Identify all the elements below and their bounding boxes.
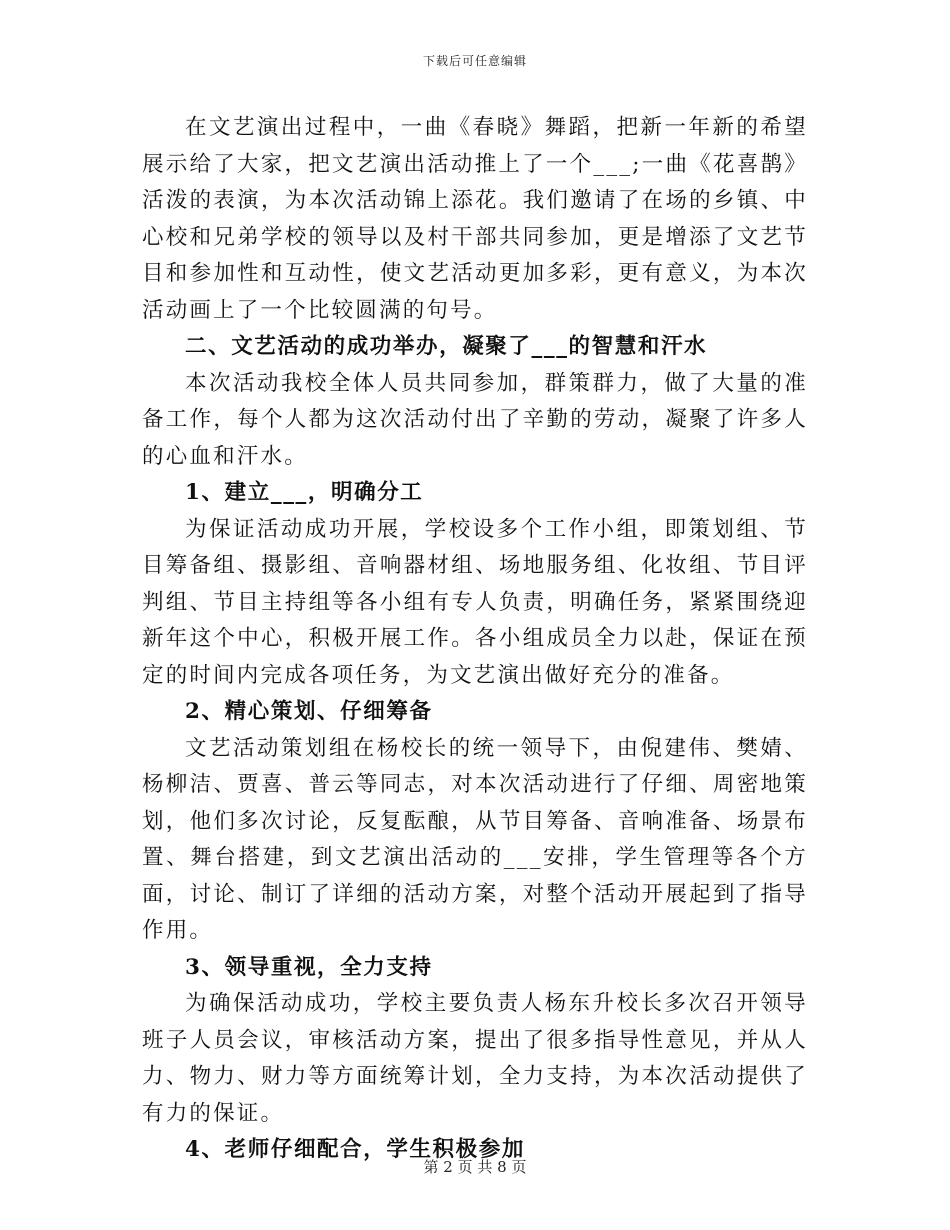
subheading-1: 1、建立___，明确分工 — [185, 480, 424, 505]
paragraph-performance: 在文艺演出过程中，一曲《春晓》舞蹈，把新一年新的希望展示给了大家，把文艺演出活动推上了一个___;一曲《花喜鹊》活泼的表演，为本次活动锦上添花。我们邀请了在场的乡镇、中心校和兄弟学校的领导以及村干部共同参加，更是增添了文艺节目和参加性和互动性，使文艺活动更加多彩，更有意义，为本次活动画上了一个比较圆满的句号。 — [142, 115, 808, 323]
subheading-4: 4、老师仔细配合，学生积极参加 — [185, 1137, 525, 1162]
subheading-2: 2、精心策划、仔细筹备 — [185, 699, 433, 724]
page-header-note: 下载后可任意编辑 — [422, 54, 527, 68]
paragraph-work-groups: 为保证活动成功开展，学校设多个工作小组，即策划组、节目筹备组、摄影组、音响器材组、场地服务组、化妆组、节目评判组、节目主持组等各小组有专人负责，明确任务，紧紧围绕迎新年这个中心，积极开展工作。各小组成员全力以赴，保证在预定的时间内完成各项任务，为文艺演出做好充分的准备。 — [142, 516, 808, 688]
paragraph-planning: 文艺活动策划组在杨校长的统一领导下，由倪建伟、樊婧、杨柳洁、贾喜、普云等同志，对本次活动进行了仔细、周密地策划，他们多次讨论，反复酝酿，从节目筹备、音响准备、场景布置、舞台搭建，到文艺演出活动的___安排，学生管理等各个方面，讨论、制订了详细的活动方案，对整个活动开展起到了指导作用。 — [142, 735, 808, 943]
paragraph-leadership: 为确保活动成功，学校主要负责人杨东升校长多次召开领导班子人员会议，审核活动方案，提出了很多指导性意见，并从人力、物力、财力等方面统筹计划，全力支持，为本次活动提供了有力的保证。 — [142, 991, 808, 1126]
paragraph-participation: 本次活动我校全体人员共同参加，群策群力，做了大量的准备工作，每个人都为这次活动付出了辛勤的劳动，凝聚了许多人的心血和汗水。 — [142, 370, 808, 469]
document-body — [142, 110, 808, 1169]
subheading-3: 3、领导重视，全力支持 — [185, 954, 433, 980]
page-footer-number: 第 2 页 共 8 页 — [423, 1158, 527, 1176]
section-heading-2: 二、文艺活动的成功举办，凝聚了___的智慧和汗水 — [185, 334, 708, 359]
